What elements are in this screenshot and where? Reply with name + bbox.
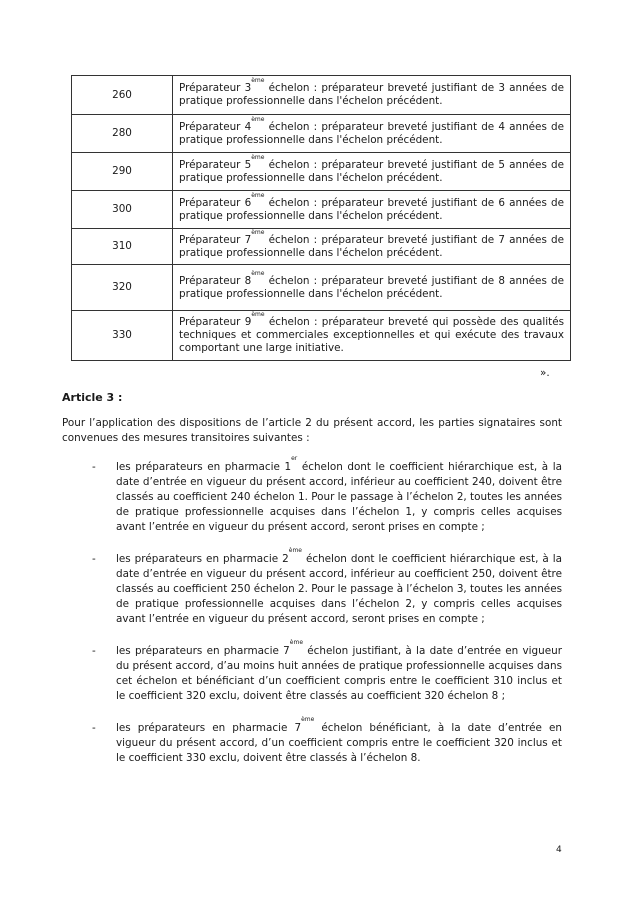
list-item: - les préparateurs en pharmacie 7ème échelon bénéficiant, à la date d’entrée en vigueur du présent accord, d’un coefficient compris entre le coefficient 320 inclus et le coefficient 330 exclu, doivent être classés à l’échelon 8. [92, 716, 562, 764]
table-row [72, 153, 571, 191]
table-row [72, 265, 571, 311]
table-row [72, 115, 571, 153]
description-cell: Préparateur 4ème échelon : préparateur breveté justifiant de 4 années de pratique professionnelle dans l'échelon précédent. [173, 115, 571, 153]
coefficient-cell: 280 [72, 115, 173, 153]
description-cell: Préparateur 3ème échelon : préparateur breveté justifiant de 3 années de pratique professionnelle dans l'échelon précédent. [173, 76, 571, 115]
description-cell: Préparateur 6ème échelon : préparateur breveté justifiant de 6 années de pratique professionnelle dans l'échelon précédent. [173, 191, 571, 229]
list-item: - les préparateurs en pharmacie 2ème échelon dont le coefficient hiérarchique est, à la date d’entrée en vigueur du présent accord, inférieur au coefficient 250, doivent être classés au coefficient 250 échelon 2. Pour le passage à l’échelon 3, toutes les années de pratique professionnelle acquises dans l’échelon 2, y compris celles acquises avant l’entrée en vigueur du présent accord, seront prises en compte ; [92, 547, 563, 625]
description-cell: Préparateur 8ème échelon : préparateur breveté justifiant de 8 années de pratique professionnelle dans l'échelon précédent. [173, 265, 571, 311]
list-item: - les préparateurs en pharmacie 7ème échelon justifiant, à la date d’entrée en vigueur du présent accord, d’au moins huit années de pratique professionnelle acquises dans cet échelon et bénéficiant d’un coefficient compris entre le coefficient 310 inclus et le coefficient 320 exclu, doivent être classés au coefficient 320 échelon 8 ; [92, 639, 562, 702]
table-row [72, 191, 571, 229]
coefficient-cell: 320 [72, 265, 173, 311]
list-dash: - [92, 461, 96, 473]
description-cell: Préparateur 5ème échelon : préparateur breveté justifiant de 5 années de pratique professionnelle dans l'échelon précédent. [173, 153, 571, 191]
coefficient-cell: 290 [72, 153, 173, 191]
list-item: - les préparateurs en pharmacie 1er échelon dont le coefficient hiérarchique est, à la date d’entrée en vigueur du présent accord, inférieur au coefficient 240, doivent être classés au coefficient 240 échelon 1. Pour le passage à l’échelon 2, toutes les années de pratique professionnelle acquises dans l’échelon 1, y compris celles acquises avant l’entrée en vigueur du présent accord, seront prises en compte ; [92, 455, 563, 533]
coefficient-cell: 310 [72, 229, 173, 265]
description-cell: Préparateur 9ème échelon : préparateur breveté qui possède des qualités techniques et commerciales exceptionnelles et qui exécute des travaux comportant une large initiative. [173, 311, 571, 361]
table-row [72, 76, 571, 115]
list-dash: - [92, 645, 96, 657]
description-cell: Préparateur 7ème échelon : préparateur breveté justifiant de 7 années de pratique professionnelle dans l'échelon précédent. [173, 229, 571, 265]
article-intro: Pour l’application des dispositions de l’article 2 du présent accord, les parties signataires sont convenues des mesures transitoires suivantes : [62, 417, 562, 444]
article-title: Article 3 : [62, 391, 123, 404]
page-number: 4 [556, 845, 562, 855]
table-row [72, 311, 571, 361]
coefficient-cell: 260 [72, 76, 173, 115]
coefficient-cell: 300 [72, 191, 173, 229]
list-dash: - [92, 722, 96, 734]
table-row [72, 229, 571, 265]
transitional-measures-list [62, 455, 563, 783]
coefficient-cell: 330 [72, 311, 173, 361]
coefficient-table [71, 75, 571, 361]
closing-quote: ». [540, 367, 550, 379]
list-dash: - [92, 553, 96, 565]
